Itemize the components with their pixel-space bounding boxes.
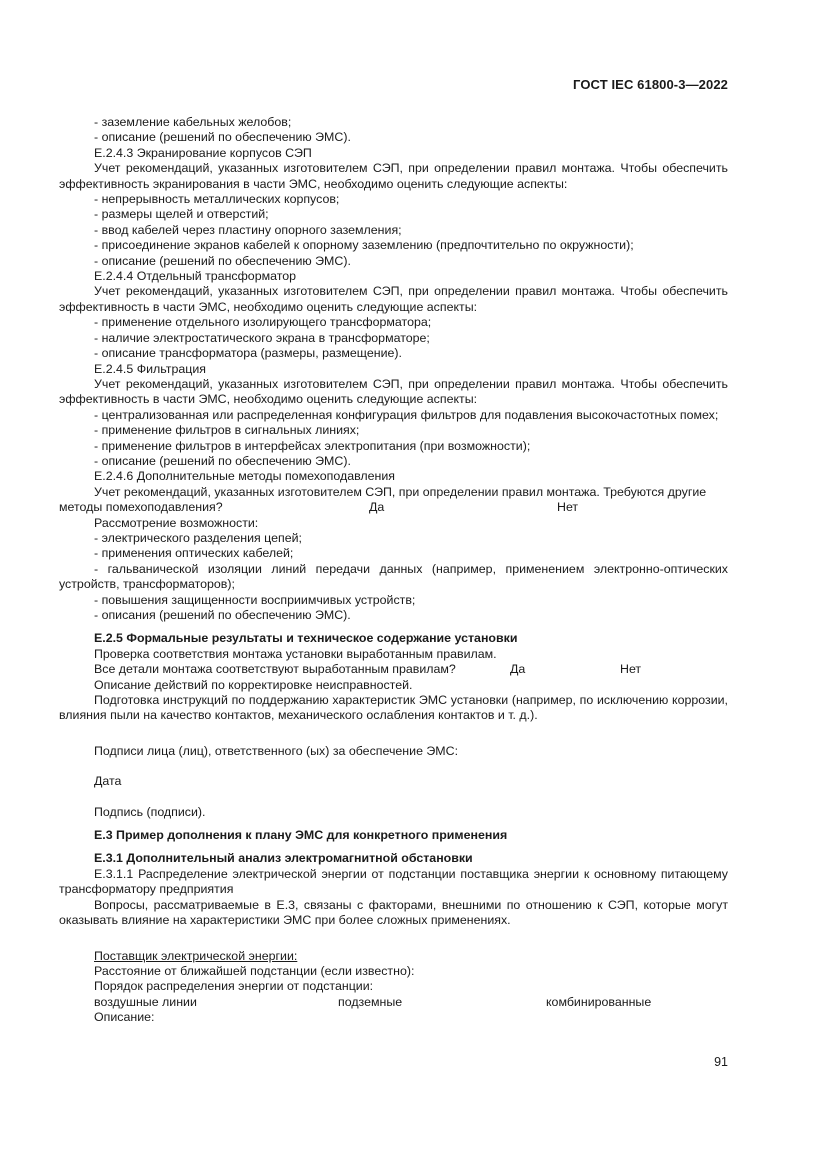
subsection-title: Е.2.4.3 Экранирование корпусов СЭП	[94, 145, 312, 160]
answer-no: Нет	[557, 500, 579, 515]
answer-no: Нет	[620, 662, 642, 677]
answer-yes: Да	[369, 500, 385, 515]
answer-yes: Да	[510, 662, 526, 677]
standard-header: ГОСТ IEC 61800-3—2022	[573, 77, 728, 92]
list-item: - применение отдельного изолирующего трансформатора;	[94, 315, 432, 330]
section-heading: Е.3.1 Дополнительный анализ электромагнитной обстановки	[94, 851, 473, 866]
form-field-label: Поставщик электрической энергии:	[94, 948, 298, 963]
form-field-label: Расстояние от ближайшей подстанции (если известно):	[94, 963, 415, 978]
option-combined: комбинированные	[546, 994, 652, 1009]
date-label: Дата	[94, 774, 122, 789]
list-item: - наличие электростатического экрана в трансформаторе;	[94, 330, 430, 345]
section-heading: Е.3 Пример дополнения к плану ЭМС для конкретного применения	[94, 828, 508, 843]
paragraph: Учет рекомендаций, указанных изготовителем СЭП, при определении правил монтажа. Требуются другие	[94, 484, 707, 499]
paragraph: Учет рекомендаций, указанных изготовителем СЭП, при определении правил монтажа. Чтобы обеспечить эффективность в части ЭМС, необходимо оценить следующие аспекты:	[59, 284, 728, 314]
form-field-label: Описание:	[94, 1010, 155, 1025]
list-item: - описания (решений по обеспечению ЭМС).	[94, 608, 351, 622]
subsection-title: Е.2.4.6 Дополнительные методы помехоподавления	[94, 469, 395, 484]
list-item: - применения оптических кабелей;	[94, 546, 294, 561]
paragraph: Проверка соответствия монтажа установки выработанным правилам.	[94, 646, 497, 661]
list-item: - описание (решений по обеспечению ЭМС).	[94, 130, 351, 145]
subsection-title: Е.2.4.4 Отдельный трансформатор	[94, 269, 297, 284]
paragraph: Вопросы, рассматриваемые в Е.3, связаны с факторами, внешними по отношению к СЭП, которые могут оказывать влияние на характеристики ЭМС при более сложных применениях.	[59, 897, 728, 928]
paragraph: Рассмотрение возможности:	[94, 515, 259, 530]
list-item: - электрического разделения цепей;	[94, 530, 302, 545]
list-item: - присоединение экранов кабелей к опорному заземлению (предпочтительно по окружности);	[94, 238, 634, 253]
list-item: - повышения защищенности восприимчивых устройств;	[94, 592, 416, 607]
list-item: - непрерывность металлических корпусов;	[94, 192, 340, 207]
list-item: - заземление кабельных желобов;	[94, 115, 292, 129]
list-item: - ввод кабелей через пластину опорного заземления;	[94, 222, 402, 237]
question-row	[59, 662, 728, 677]
signature-label: Подписи лица (лиц), ответственного (ых) за обеспечение ЭМС:	[94, 743, 459, 758]
list-item: - описание трансформатора (размеры, размещение).	[94, 346, 402, 361]
option-underground: подземные	[338, 994, 403, 1009]
signature-label: Подпись (подписи).	[94, 804, 206, 819]
subsection-title: Е.2.4.5 Фильтрация	[94, 361, 206, 376]
paragraph: Е.3.1.1 Распределение электрической энергии от подстанции поставщика энергии к основному питающему трансформатору предприятия	[59, 866, 728, 897]
options-row	[59, 995, 728, 1010]
list-item: - гальванической изоляции линий передачи данных (например, применением электронно-оптических устройств, трансформаторов);	[59, 561, 728, 592]
option-overhead: воздушные линии	[94, 994, 197, 1009]
question-text: методы помехоподавления?	[59, 500, 223, 515]
paragraph: Учет рекомендаций, указанных изготовителем СЭП, при определении правил монтажа. Чтобы обеспечить эффективность в части ЭМС, необходимо оценить следующие аспекты:	[59, 376, 728, 407]
paragraph: Учет рекомендаций, указанных изготовителем СЭП, при определении правил монтажа. Чтобы обеспечить эффективность экранирования в части ЭМС, необходимо оценить следующие аспекты:	[59, 161, 728, 191]
list-item: - описание (решений по обеспечению ЭМС).	[94, 253, 351, 268]
paragraph: Подготовка инструкций по поддержанию характеристик ЭМС установки (например, по исключению коррозии, влияния пыли на качество контактов, механического ослабления контактов и т. д.).	[59, 693, 728, 723]
question-text: Все детали монтажа соответствуют выработанным правилам?	[94, 662, 456, 677]
list-item: - размеры щелей и отверстий;	[94, 207, 269, 222]
paragraph: Описание действий по корректировке неисправностей.	[94, 677, 413, 692]
form-field-label: Порядок распределения энергии от подстанции:	[94, 979, 374, 994]
list-item: - централизованная или распределенная конфигурация фильтров для подавления высокочастотных помех;	[94, 407, 719, 422]
page-number: 91	[714, 1055, 728, 1069]
section-heading: Е.2.5 Формальные результаты и техническое содержание установки	[94, 631, 518, 646]
question-row	[59, 500, 728, 515]
list-item: - применение фильтров в интерфейсах электропитания (при возможности);	[94, 438, 531, 453]
list-item: - применение фильтров в сигнальных линиях;	[94, 423, 360, 438]
list-item: - описание (решений по обеспечению ЭМС).	[94, 453, 351, 468]
page-body	[59, 115, 728, 1026]
